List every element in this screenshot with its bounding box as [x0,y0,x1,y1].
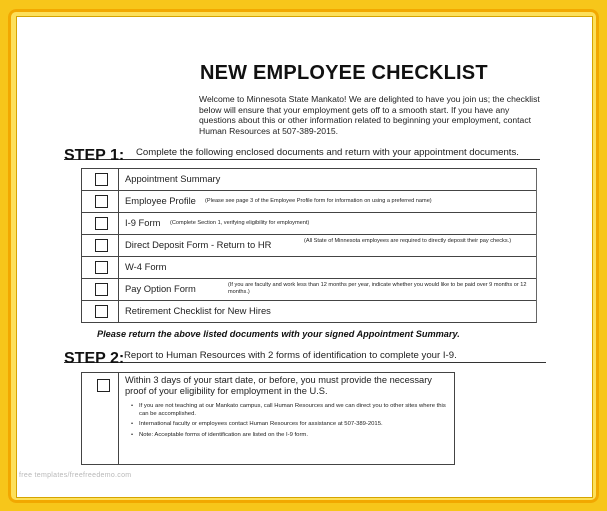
item-label: Employee Profile [125,195,196,206]
step1-header [64,147,540,164]
step2-header [64,350,546,367]
bullet-item: • Note: Acceptable forms of identification are listed on the I-9 form. [129,431,451,439]
step2-checklist [81,372,455,465]
checkbox[interactable] [95,173,108,186]
divider [118,213,119,234]
step2-bullets [129,402,451,441]
divider [118,169,119,190]
watermark: free templates/freefreedemo.com [19,472,132,479]
item-note: (Complete Section 1, verifying eligibility for employment) [170,220,310,226]
checkbox[interactable] [95,217,108,230]
bullet-item: • International faculty or employees contact Human Resources for assistance at 507-389-2015. [129,420,451,428]
divider [118,257,119,278]
divider [118,373,119,464]
item-label: I-9 Form [125,217,161,228]
step2-text: Report to Human Resources with 2 forms of identification to complete your I-9. [124,350,457,361]
item-label: Pay Option Form [125,283,196,294]
step1-label: STEP 1: [64,147,125,164]
document-page [16,16,593,498]
step1-checklist [81,168,537,323]
step2-label: STEP 2: [64,350,125,367]
item-label: Appointment Summary [125,173,221,184]
step1-text: Complete the following enclosed documents and return with your appointment documents. [136,147,519,158]
list-item [82,257,536,279]
intro-paragraph: Welcome to Minnesota State Mankato! We are delighted to have you join us; the checklist below will ensure that your employment gets off to a smooth start. If you have any questions about this or other information related to beginning your employment, contact Human Resources at 507-389-2015. [199,94,540,136]
item-note: (Please see page 3 of the Employee Profile form for information on using a preferred name) [205,198,432,204]
list-item [82,279,536,301]
return-instructions: Please return the above listed documents with your signed Appointment Summary. [97,329,460,339]
list-item [82,301,536,322]
divider [118,235,119,256]
step2-lead: Within 3 days of your start date, or before, you must provide the necessary proof of your eligibility for employment in the U.S. [125,375,432,396]
checkbox[interactable] [95,283,108,296]
bullet-item: • If you are not teaching at our Mankato campus, call Human Resources and we can direct you to other sites where this can be accomplished. [129,402,451,418]
checkbox[interactable] [97,379,110,392]
divider [118,191,119,212]
list-item [82,213,536,235]
divider [118,301,119,322]
page-title: NEW EMPLOYEE CHECKLIST [200,62,488,84]
checkbox[interactable] [95,261,108,274]
list-item [82,191,536,213]
item-note: (If you are faculty and work less than 12 months per year, indicate whether you would like to be paid over 9 months or 12 months.) [228,282,527,295]
list-item [82,169,536,191]
item-label: W-4 Form [125,261,167,272]
checkbox[interactable] [95,239,108,252]
checkbox[interactable] [95,195,108,208]
item-label: Retirement Checklist for New Hires [125,305,271,316]
divider [118,279,119,300]
checkbox[interactable] [95,305,108,318]
item-note: (All State of Minnesota employees are required to directly deposit their pay checks.) [304,238,512,244]
item-label: Direct Deposit Form - Return to HR [125,239,272,250]
list-item [82,235,536,257]
